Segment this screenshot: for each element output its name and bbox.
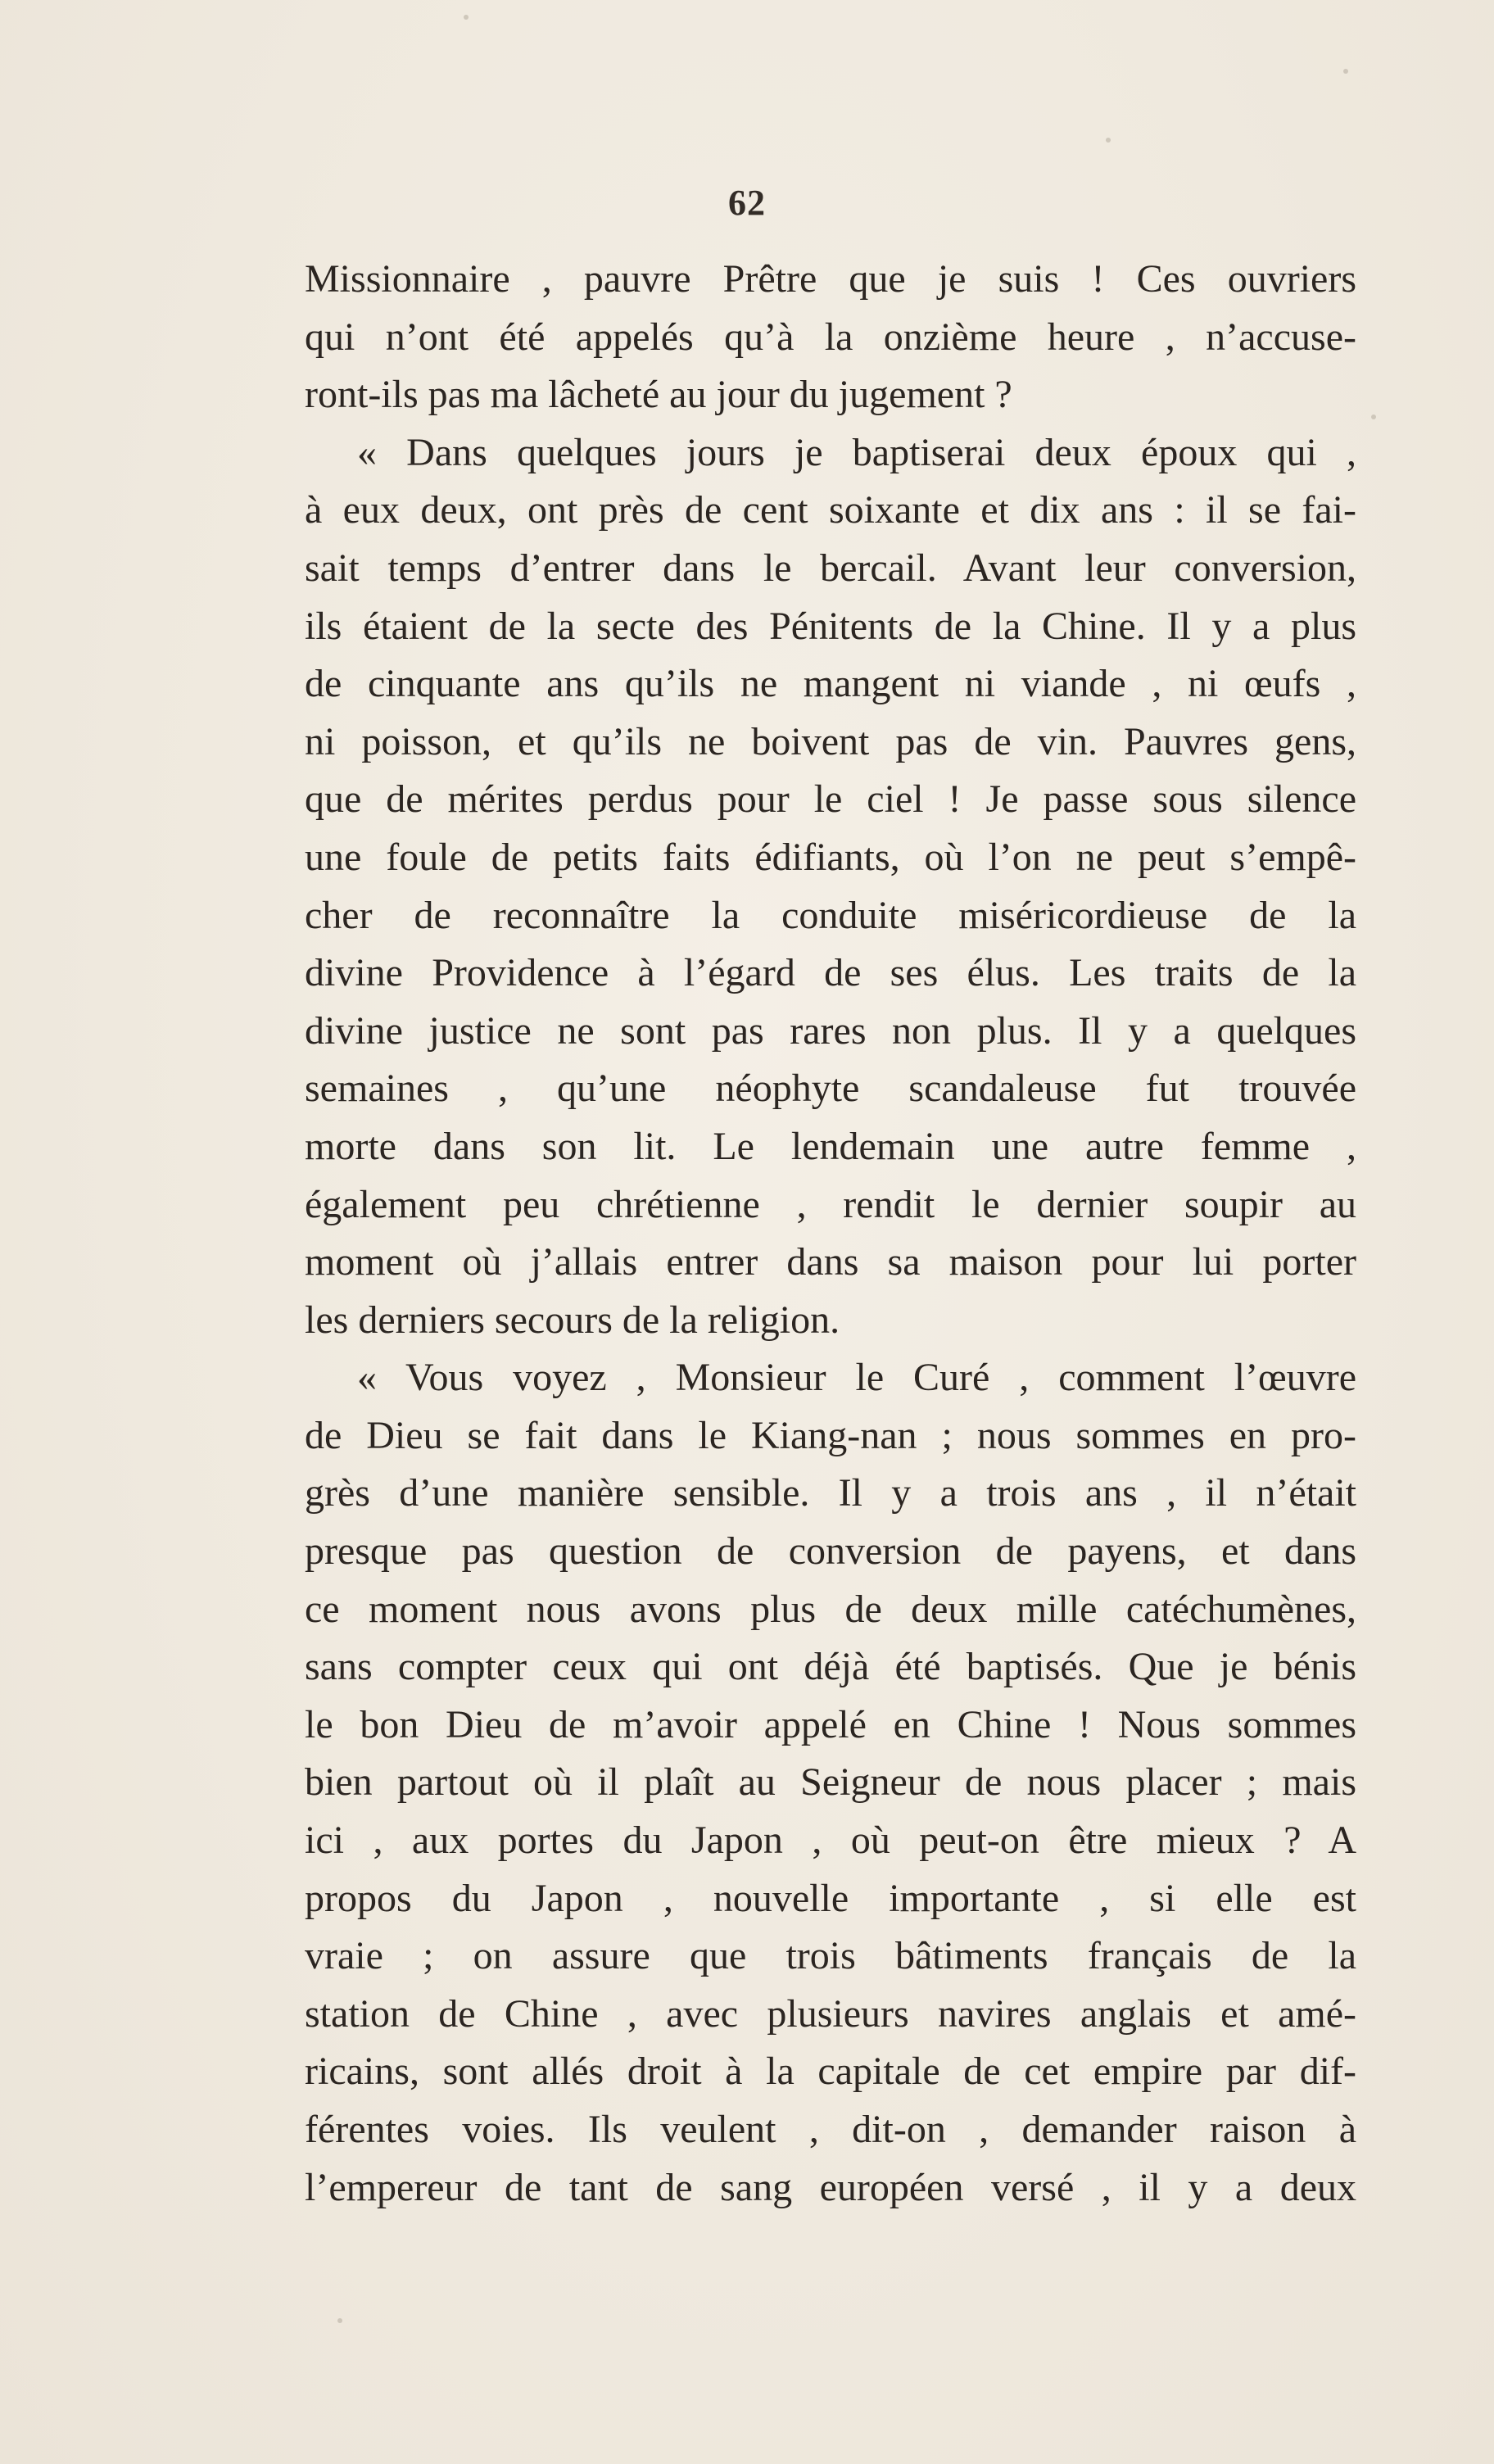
text-line: ricains, sont allés droit à la capitale de cet empire par dif-	[305, 2050, 1356, 2094]
paper-speck	[1106, 138, 1111, 143]
paper-speck	[337, 2318, 342, 2323]
page-number: 62	[728, 183, 766, 223]
text-line: moment où j’allais entrer dans sa maison pour lui porter	[305, 1240, 1356, 1284]
text-line: divine justice ne sont pas rares non plus. Il y a quelques	[305, 1008, 1356, 1053]
text-line: le bon Dieu de m’avoir appelé en Chine ! Nous sommes	[305, 1702, 1356, 1746]
text-line: ce moment nous avons plus de deux mille catéchumènes,	[305, 1587, 1356, 1631]
body-text	[305, 251, 1356, 2217]
text-line: semaines , qu’une néophyte scandaleuse fut trouvée	[305, 1067, 1356, 1111]
text-line: une foule de petits faits édifiants, où l’on ne peut s’empê-	[305, 835, 1356, 879]
text-line: férentes voies. Ils veulent , dit-on , demander raison à	[305, 2108, 1356, 2151]
paper-speck	[1343, 69, 1348, 74]
text-line: « Dans quelques jours je baptiserai deux époux qui ,	[357, 430, 1356, 474]
text-line: morte dans son lit. Le lendemain une autre femme ,	[305, 1124, 1356, 1168]
text-line: cher de reconnaître la conduite miséricordieuse de la	[305, 893, 1356, 937]
text-line: propos du Japon , nouvelle importante , si elle est	[305, 1876, 1356, 1920]
text-line: divine Providence à l’égard de ses élus. Les traits de la	[305, 951, 1356, 995]
text-line: sans compter ceux qui ont déjà été baptisés. Que je bénis	[305, 1645, 1356, 1689]
paper-speck	[464, 15, 469, 20]
paper-speck	[1371, 414, 1376, 419]
text-line: sait temps d’entrer dans le bercail. Avant leur conversion,	[305, 546, 1356, 590]
text-line: station de Chine , avec plusieurs navires anglais et amé-	[305, 1991, 1356, 2036]
text-line: Missionnaire , pauvre Prêtre que je suis ! Ces ouvriers	[305, 257, 1356, 301]
text-line: de Dieu se fait dans le Kiang-nan ; nous sommes en pro-	[305, 1413, 1356, 1457]
text-line: ils étaient de la secte des Pénitents de la Chine. Il y a plus	[305, 604, 1356, 648]
text-line: presque pas question de conversion de payens, et dans	[305, 1529, 1356, 1574]
text-line: bien partout où il plaît au Seigneur de nous placer ; mais	[305, 1760, 1356, 1805]
text-line: les derniers secours de la religion.	[305, 1298, 840, 1342]
text-line: également peu chrétienne , rendit le dernier soupir au	[305, 1182, 1356, 1226]
text-line: que de mérites perdus pour le ciel ! Je passe sous silence	[305, 777, 1356, 822]
text-line: « Vous voyez , Monsieur le Curé , comment l’œuvre	[357, 1356, 1356, 1400]
text-line: vraie ; on assure que trois bâtiments français de la	[305, 1934, 1356, 1978]
text-line: qui n’ont été appelés qu’à la onzième heure , n’accuse-	[305, 315, 1356, 359]
text-line: ici , aux portes du Japon , où peut-on être mieux ? A	[305, 1819, 1356, 1863]
text-line: de cinquante ans qu’ils ne mangent ni viande , ni œufs ,	[305, 662, 1356, 706]
text-line: à eux deux, ont près de cent soixante et dix ans : il se fai-	[305, 488, 1356, 532]
text-line: ront-ils pas ma lâcheté au jour du jugement ?	[305, 373, 1012, 417]
text-line: l’empereur de tant de sang européen versé , il y a deux	[305, 2165, 1356, 2209]
text-line: ni poisson, et qu’ils ne boivent pas de vin. Pauvres gens,	[305, 719, 1356, 763]
text-line: grès d’une manière sensible. Il y a trois ans , il n’était	[305, 1471, 1356, 1515]
